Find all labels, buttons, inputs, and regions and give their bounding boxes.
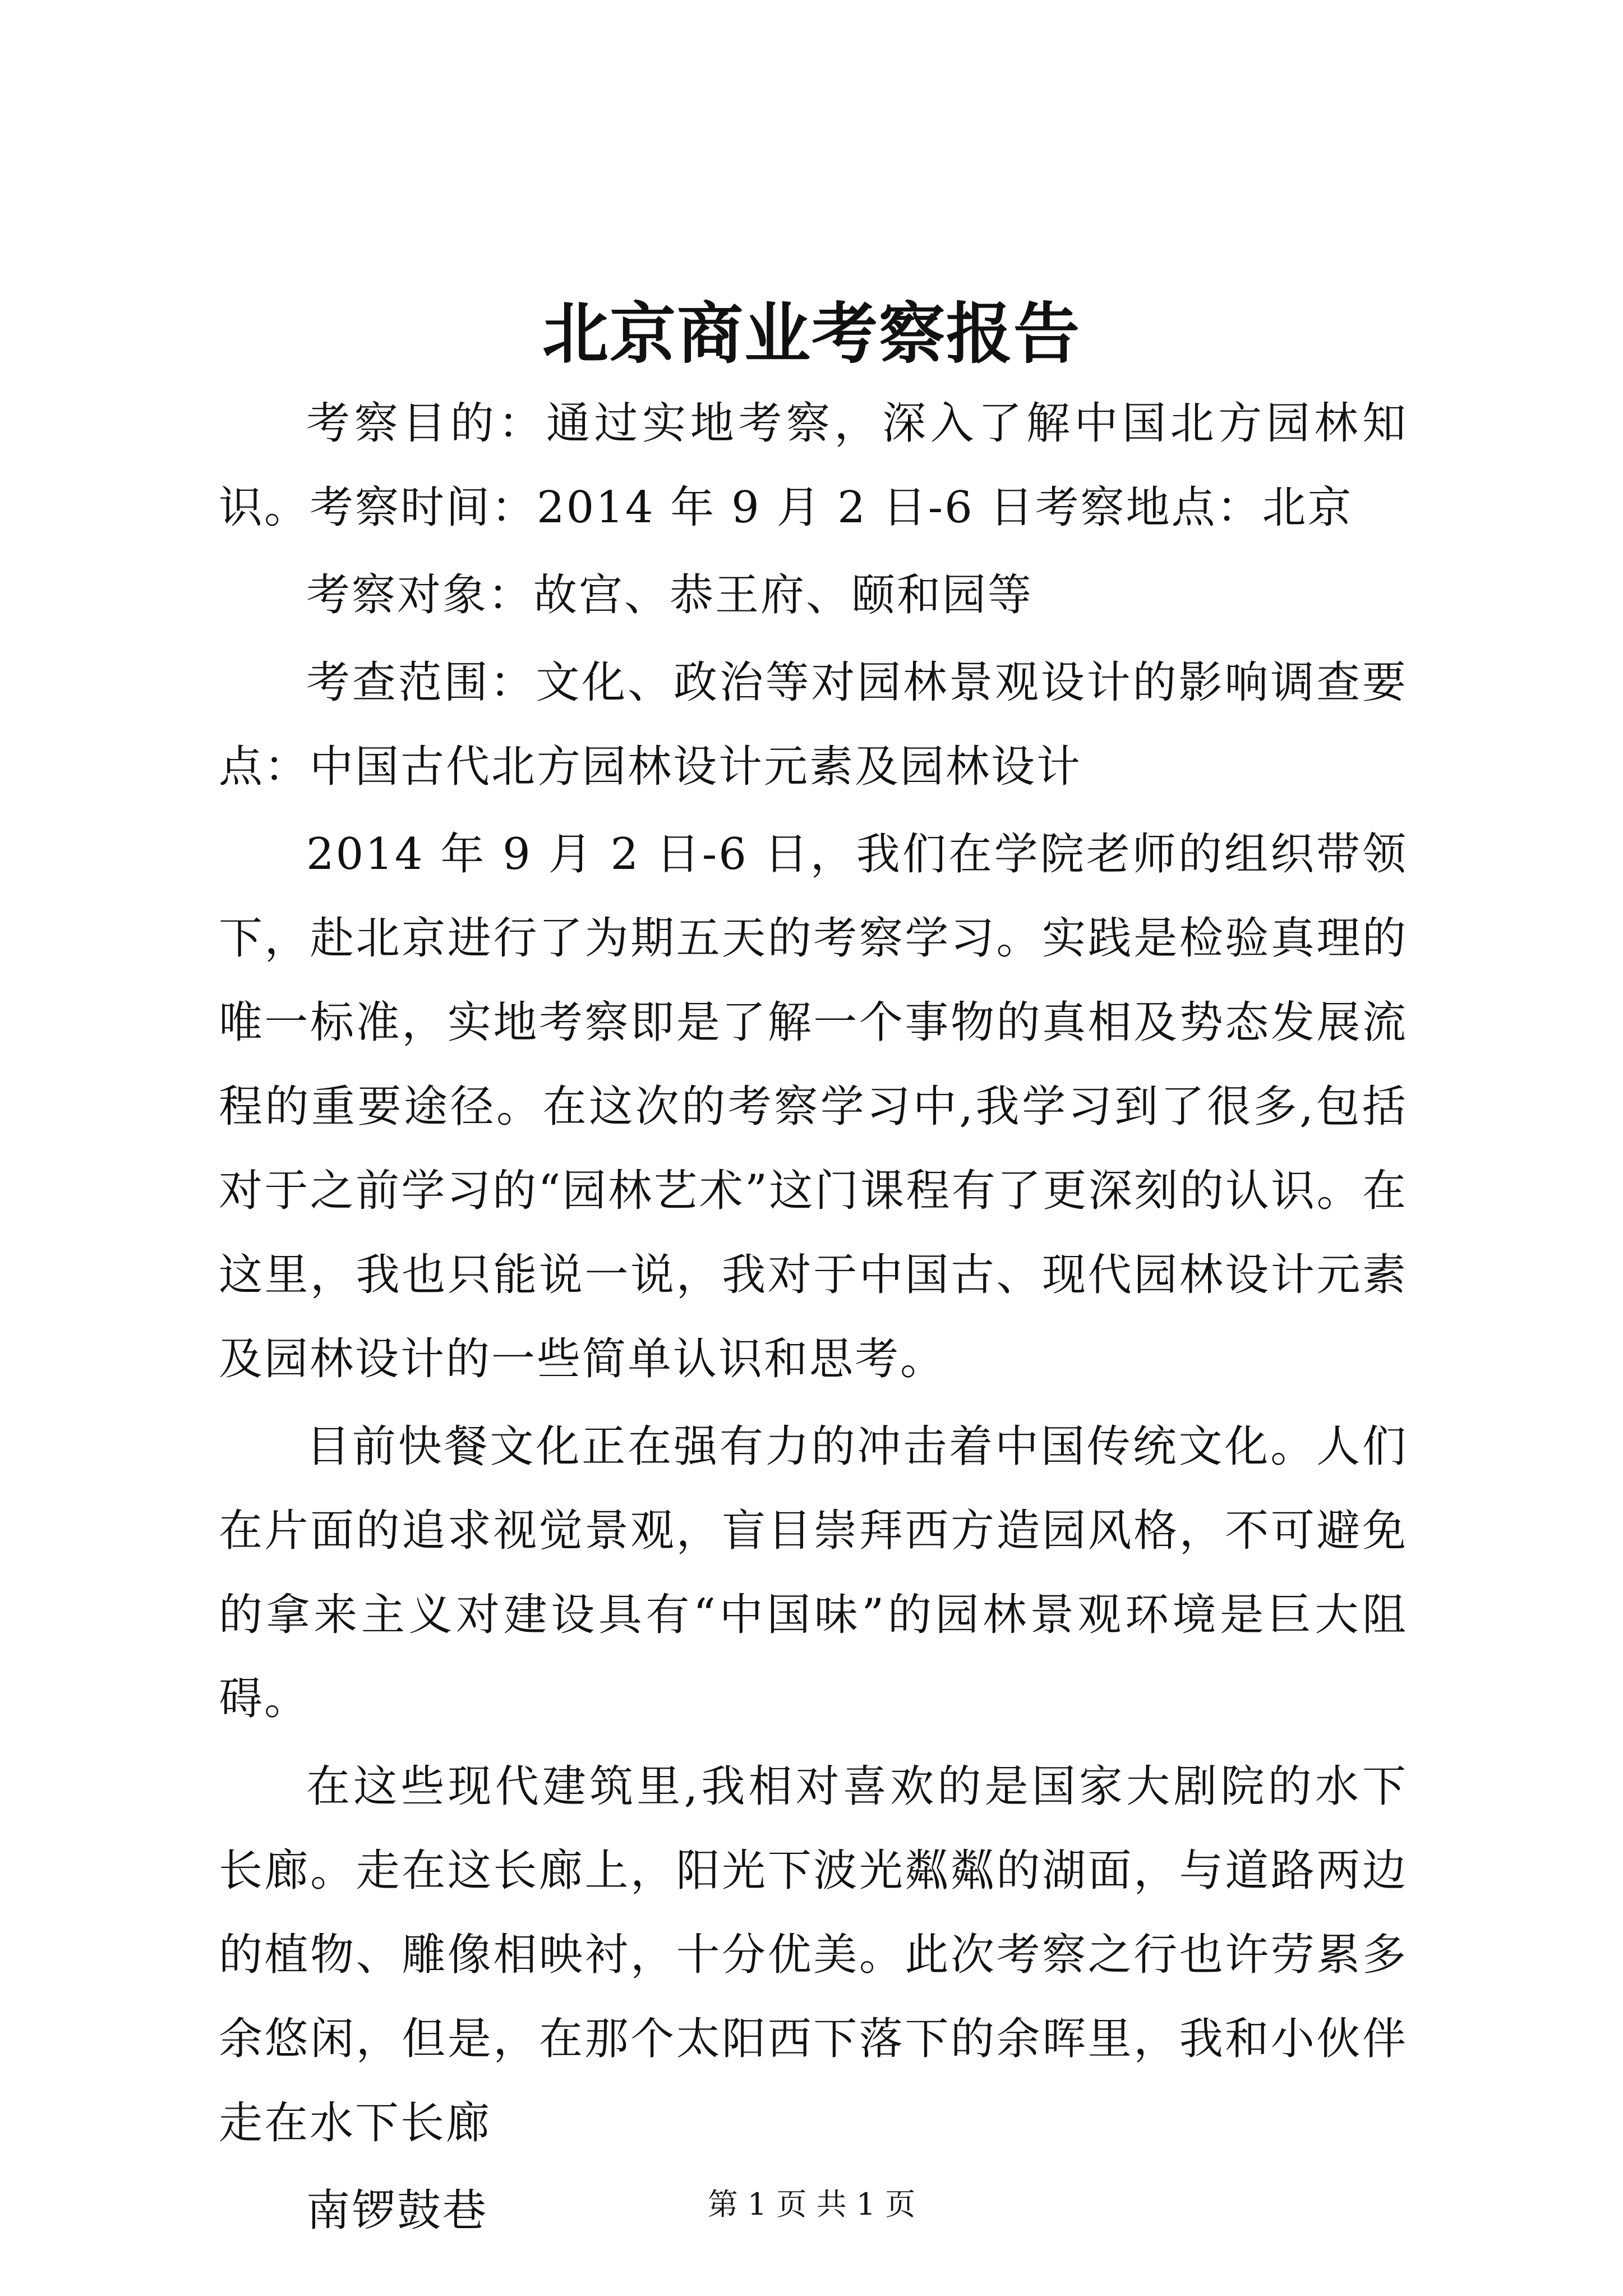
paragraph-fast-food-culture: 目前快餐文化正在强有力的冲击着中国传统文化。人们在片面的追求视觉景观，盲目崇拜西方造园风格，不可避免的拿来主义对建设具有“中国味”的园林景观环境是巨大阻碍。 [219, 1421, 1408, 1724]
page-footer: 第 1 页 共 1 页 [707, 2187, 916, 2222]
paragraph-purpose: 考察目的：通过实地考察，深入了解中国北方园林知识。考察时间：2014 年 9 月 2 日-6 日考察地点：北京 [219, 398, 1408, 533]
paragraph-nanluoguxiang: 南锣鼓巷 [306, 2185, 488, 2236]
document-title: 北京商业考察报告 [542, 295, 1081, 372]
document-body [219, 381, 1408, 2256]
paragraph-trip-summary: 2014 年 9 月 2 日-6 日，我们在学院老师的组织带领下，赴北京进行了为期五天的考察学习。实践是检验真理的唯一标准，实地考察即是了解一个事物的真相及势态发展流程的重要途径。在这次的考察学习中,我学习到了很多,包括对于之前学习的“园林艺术”这门课程有了更深刻的认识。在这里，我也只能说一说，我对于中国古、现代园林设计元素及园林设计的一些简单认识和思考。 [219, 829, 1408, 1384]
paragraph-modern-architecture: 在这些现代建筑里,我相对喜欢的是国家大剧院的水下长廊。走在这长廊上，阳光下波光粼粼的湖面，与道路两边的植物、雕像相映衬，十分优美。此次考察之行也许劳累多余悠闲，但是，在那个太阳西下落下的余晖里，我和小伙伴走在水下长廊 [219, 1761, 1408, 2148]
paragraph-objects: 考察对象：故宫、恭王府、颐和园等 [306, 570, 1034, 620]
paragraph-scope: 考查范围：文化、政治等对园林景观设计的影响调查要点：中国古代北方园林设计元素及园林设计 [219, 657, 1408, 792]
